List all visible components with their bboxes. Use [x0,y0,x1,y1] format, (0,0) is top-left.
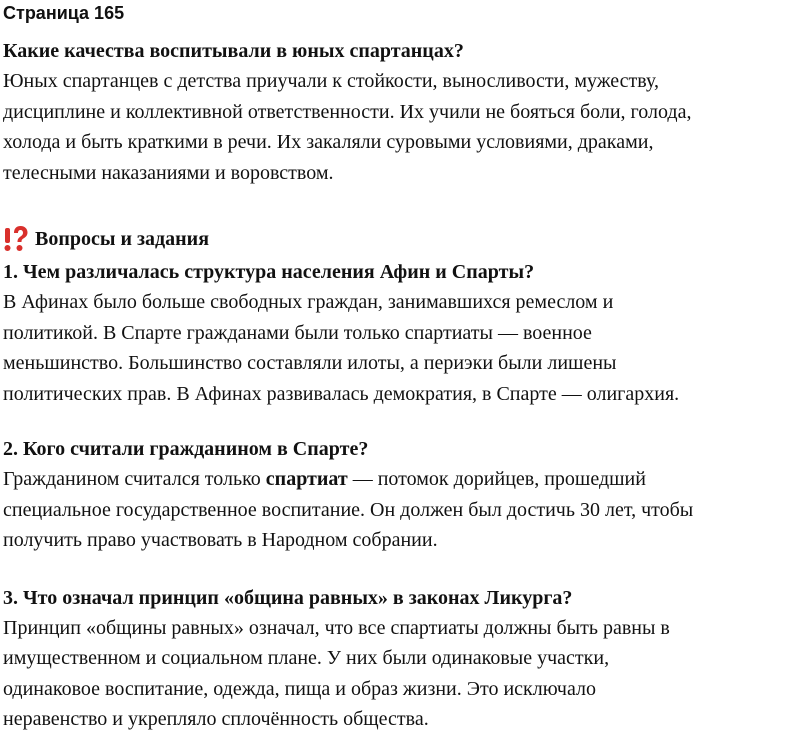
answer-1-line: политических прав. В Афинах развивалась демократия, в Спарте — олигархия. [3,382,680,405]
exclamation-question-icon [3,225,29,253]
answer-3-line: неравенство и укрепляло сплочённость общества. [3,708,429,730]
answer-3-line: Принцип «общины равных» означал, что все спартиаты должны быть равны в [3,616,670,639]
answer-2-line: специальное государственное воспитание. Он должен был достичь 30 лет, чтобы [3,498,694,521]
section-header [3,221,797,257]
section-title: Вопросы и задания [35,228,210,250]
answer-2-text: Гражданином считался только [3,468,266,490]
intro-question: Какие качества воспитывали в юных спартанцах? [3,40,464,62]
intro-answer-line: телесными наказаниями и воровством. [3,161,334,184]
intro-answer-line: дисциплине и коллективной ответственности. Их учили не бояться боли, голода, [3,100,692,123]
spacer [3,556,797,583]
page-content [3,0,797,735]
answer-1-line: политикой. В Спарте гражданами были только спартиаты — военное [3,321,592,344]
answer-1-line: В Афинах было больше свободных граждан, занимавшихся ремеслом и [3,291,614,313]
question-3: 3. Что означал принцип «община равных» в законах Ликурга? [3,586,573,609]
answer-2-line: получить право участвовать в Народном собрании. [3,529,438,551]
question-1: 1. Чем различалась структура населения Афин и Спарты? [3,261,535,283]
page-number: Страница 165 [3,3,125,23]
spacer [3,409,797,434]
answer-2-text: — потомок дорийцев, прошедший [347,468,646,490]
intro-answer-line: Юных спартанцев с детства приучали к стойкости, выносливости, мужеству, [3,70,660,92]
answer-2-line [3,464,797,495]
answer-3-line: имущественном и социальном плане. У них были одинаковые участки, [3,647,610,669]
intro-answer-line: холода и быть краткими в речи. Их закаляли суровыми условиями, драками, [3,131,654,153]
answer-3-line: одинаковое воспитание, одежда, пища и образ жизни. Это исключало [3,677,596,700]
answer-1-line: меньшинство. Большинство составляли илоты, а периэки были лишены [3,352,617,374]
question-2: 2. Кого считали гражданином в Спарте? [3,438,369,460]
answer-2-term: спартиат [265,468,348,490]
